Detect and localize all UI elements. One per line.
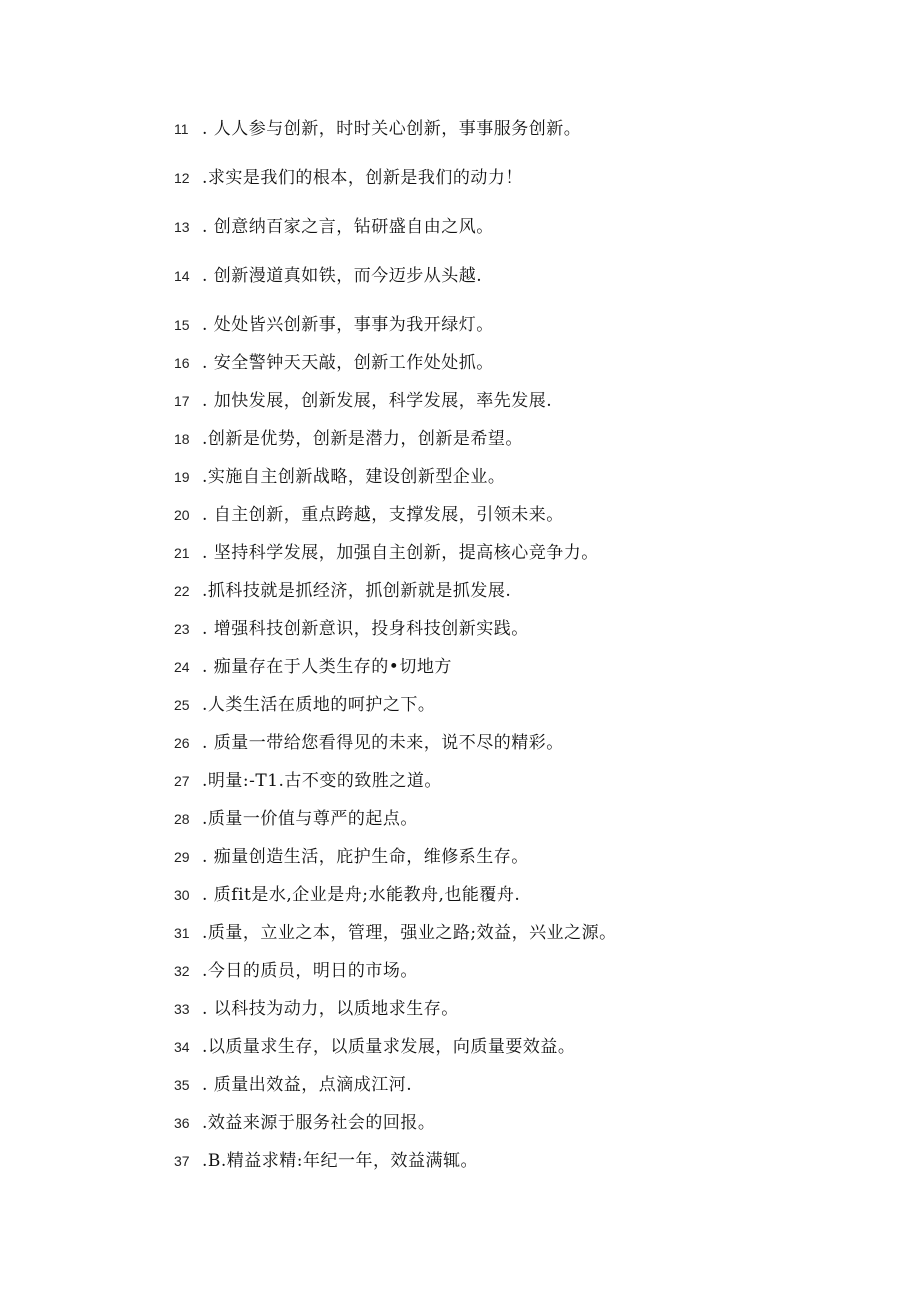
item-number: 28 (174, 811, 190, 827)
list-item (174, 617, 529, 641)
item-text: . 创意纳百家之言，钻研盛自由之风。 (202, 217, 494, 237)
item-text: .今日的质员，明日的市场。 (202, 961, 418, 981)
item-number: 37 (174, 1153, 190, 1169)
item-text: . 痂量存在于人类生存的•切地方 (202, 657, 452, 677)
item-text: . 质量出效益，点滴成江河. (202, 1075, 413, 1095)
item-text: . 痂量创造生活，庇护生命，维修系生存。 (202, 847, 529, 867)
item-text: . 增强科技创新意识，投身科技创新实践。 (202, 619, 529, 639)
list-item (174, 921, 617, 945)
item-text: . 人人参与创新，时时关心创新，事事服务创新。 (202, 119, 582, 139)
item-number: 14 (174, 268, 190, 284)
item-text: .抓科技就是抓经济，抓创新就是抓发展. (202, 581, 512, 601)
item-text: .质量一价值与尊严的起点。 (202, 809, 418, 829)
item-text: . 以科技为动力，以质地求生存。 (202, 999, 459, 1019)
item-number: 35 (174, 1077, 190, 1093)
item-number: 20 (174, 507, 190, 523)
list-item (174, 807, 418, 831)
item-number: 36 (174, 1115, 190, 1131)
item-text: . 创新漫道真如铁，而今迈步从头越. (202, 266, 483, 286)
list-item (174, 351, 494, 375)
list-item (174, 264, 482, 288)
item-number: 34 (174, 1039, 190, 1055)
item-number: 22 (174, 583, 190, 599)
item-number: 13 (174, 219, 190, 235)
item-number: 17 (174, 393, 190, 409)
list-item (174, 883, 520, 907)
item-text: .求实是我们的根本，创新是我们的动力！ (202, 168, 523, 188)
list-item (174, 427, 523, 451)
item-number: 27 (174, 773, 190, 789)
item-text: .创新是优势，创新是潜力，创新是希望。 (202, 429, 523, 449)
item-number: 24 (174, 659, 190, 675)
list-item (174, 1073, 412, 1097)
item-text: . 处处皆兴创新事，事事为我开绿灯。 (202, 315, 494, 335)
item-number: 21 (174, 545, 190, 561)
item-text: .人类生活在质地的呵护之下。 (202, 695, 436, 715)
list-item (174, 1111, 435, 1135)
list-item (174, 655, 452, 679)
list-item (174, 1035, 575, 1059)
item-number: 32 (174, 963, 190, 979)
list-item (174, 541, 599, 565)
list-item (174, 117, 581, 141)
list-item (174, 959, 418, 983)
item-text: . 坚持科学发展，加强自主创新，提高核心竞争力。 (202, 543, 599, 563)
item-text: .B.精益求精:年纪一年，效益满辄。 (202, 1151, 479, 1171)
list-item (174, 845, 529, 869)
item-number: 30 (174, 887, 190, 903)
item-text: . 质fit是水,企业是舟;水能教舟,也能覆舟. (202, 885, 521, 905)
list-item (174, 693, 435, 717)
item-number: 15 (174, 317, 190, 333)
item-text: . 加快发展，创新发展，科学发展，率先发展. (202, 391, 553, 411)
item-text: .实施自主创新战略，建设创新型企业。 (202, 467, 506, 487)
item-text: .明量:-T1.古不变的致胜之道。 (202, 771, 442, 791)
item-number: 16 (174, 355, 190, 371)
list-item (174, 313, 494, 337)
list-item (174, 731, 564, 755)
item-number: 19 (174, 469, 190, 485)
item-text: . 自主创新，重点跨越，支撑发展，引领未来。 (202, 505, 564, 525)
list-item (174, 997, 459, 1021)
item-number: 12 (174, 170, 190, 186)
list-item (174, 503, 564, 527)
list-item (174, 166, 523, 190)
list-item (174, 769, 442, 793)
list-item (174, 465, 505, 489)
list-item (174, 215, 494, 239)
item-text: . 质量一带给您看得见的未来，说不尽的精彩。 (202, 733, 564, 753)
item-number: 29 (174, 849, 190, 865)
list-item (174, 1149, 478, 1173)
list-item (174, 389, 552, 413)
list-item (174, 579, 511, 603)
item-number: 26 (174, 735, 190, 751)
item-text: .质量，立业之本，管理，强业之路;效益，兴业之源。 (202, 923, 617, 943)
item-number: 18 (174, 431, 190, 447)
item-number: 31 (174, 925, 190, 941)
item-number: 33 (174, 1001, 190, 1017)
item-number: 23 (174, 621, 190, 637)
item-number: 11 (174, 121, 189, 137)
item-text: .效益来源于服务社会的回报。 (202, 1113, 436, 1133)
item-text: . 安全警钟天天敲，创新工作处处抓。 (202, 353, 494, 373)
item-text: .以质量求生存，以质量求发展，向质量要效益。 (202, 1037, 576, 1057)
item-number: 25 (174, 697, 190, 713)
